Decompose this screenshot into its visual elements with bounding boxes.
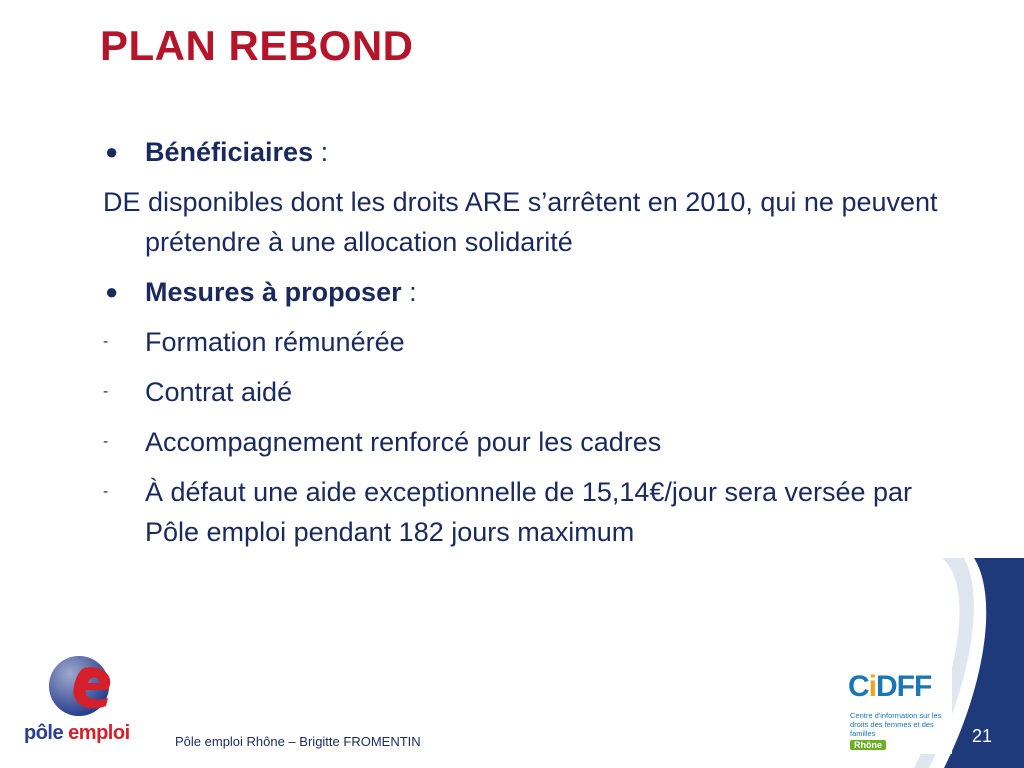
beneficiaries-suffix: : [313,137,329,167]
cidff-description: Centre d'information sur les droits des femmes et des familles [850,711,942,738]
pole-emploi-wordmark [24,722,130,745]
cidff-region-badge: Rhône [850,740,886,750]
emploi-word: emploi [63,722,130,744]
pole-word: pôle [24,722,64,744]
measures-label: Mesures à proposer [145,277,402,307]
measure-item: À défaut une aide exceptionnelle de 15,14€/jour sera versée par Pôle emploi pendant 182 jours maximum [145,477,913,547]
dash-icon: - [103,333,109,350]
cidff-logo [840,668,952,754]
list-item [103,372,963,412]
list-item [103,472,963,552]
measure-item: Formation rémunérée [145,327,405,357]
beneficiaries-heading [103,132,963,172]
measures-heading [103,272,963,312]
measure-item: Contrat aidé [145,377,293,407]
bullet-icon: ● [105,139,119,164]
list-item [103,422,963,462]
cidff-brand: CiDFF [848,670,932,703]
page-number: 21 [972,726,993,746]
measures-suffix: : [401,277,417,307]
measure-item: Accompagnement renforcé pour les cadres [145,427,662,457]
slide-title: PLAN REBOND [100,22,414,69]
dash-icon: - [103,383,109,400]
dash-icon: - [103,483,109,500]
slide-body [103,132,963,552]
footer-credit: Pôle emploi Rhône – Brigitte FROMENTIN [175,734,421,749]
dash-icon: - [103,433,109,450]
beneficiaries-label: Bénéficiaires [145,137,314,167]
list-item [103,322,963,362]
bullet-icon: ● [105,279,119,304]
beneficiaries-text: DE disponibles dont les droits ARE s’arrêtent en 2010, qui ne peuvent prétendre à une allocation solidarité [103,187,938,257]
